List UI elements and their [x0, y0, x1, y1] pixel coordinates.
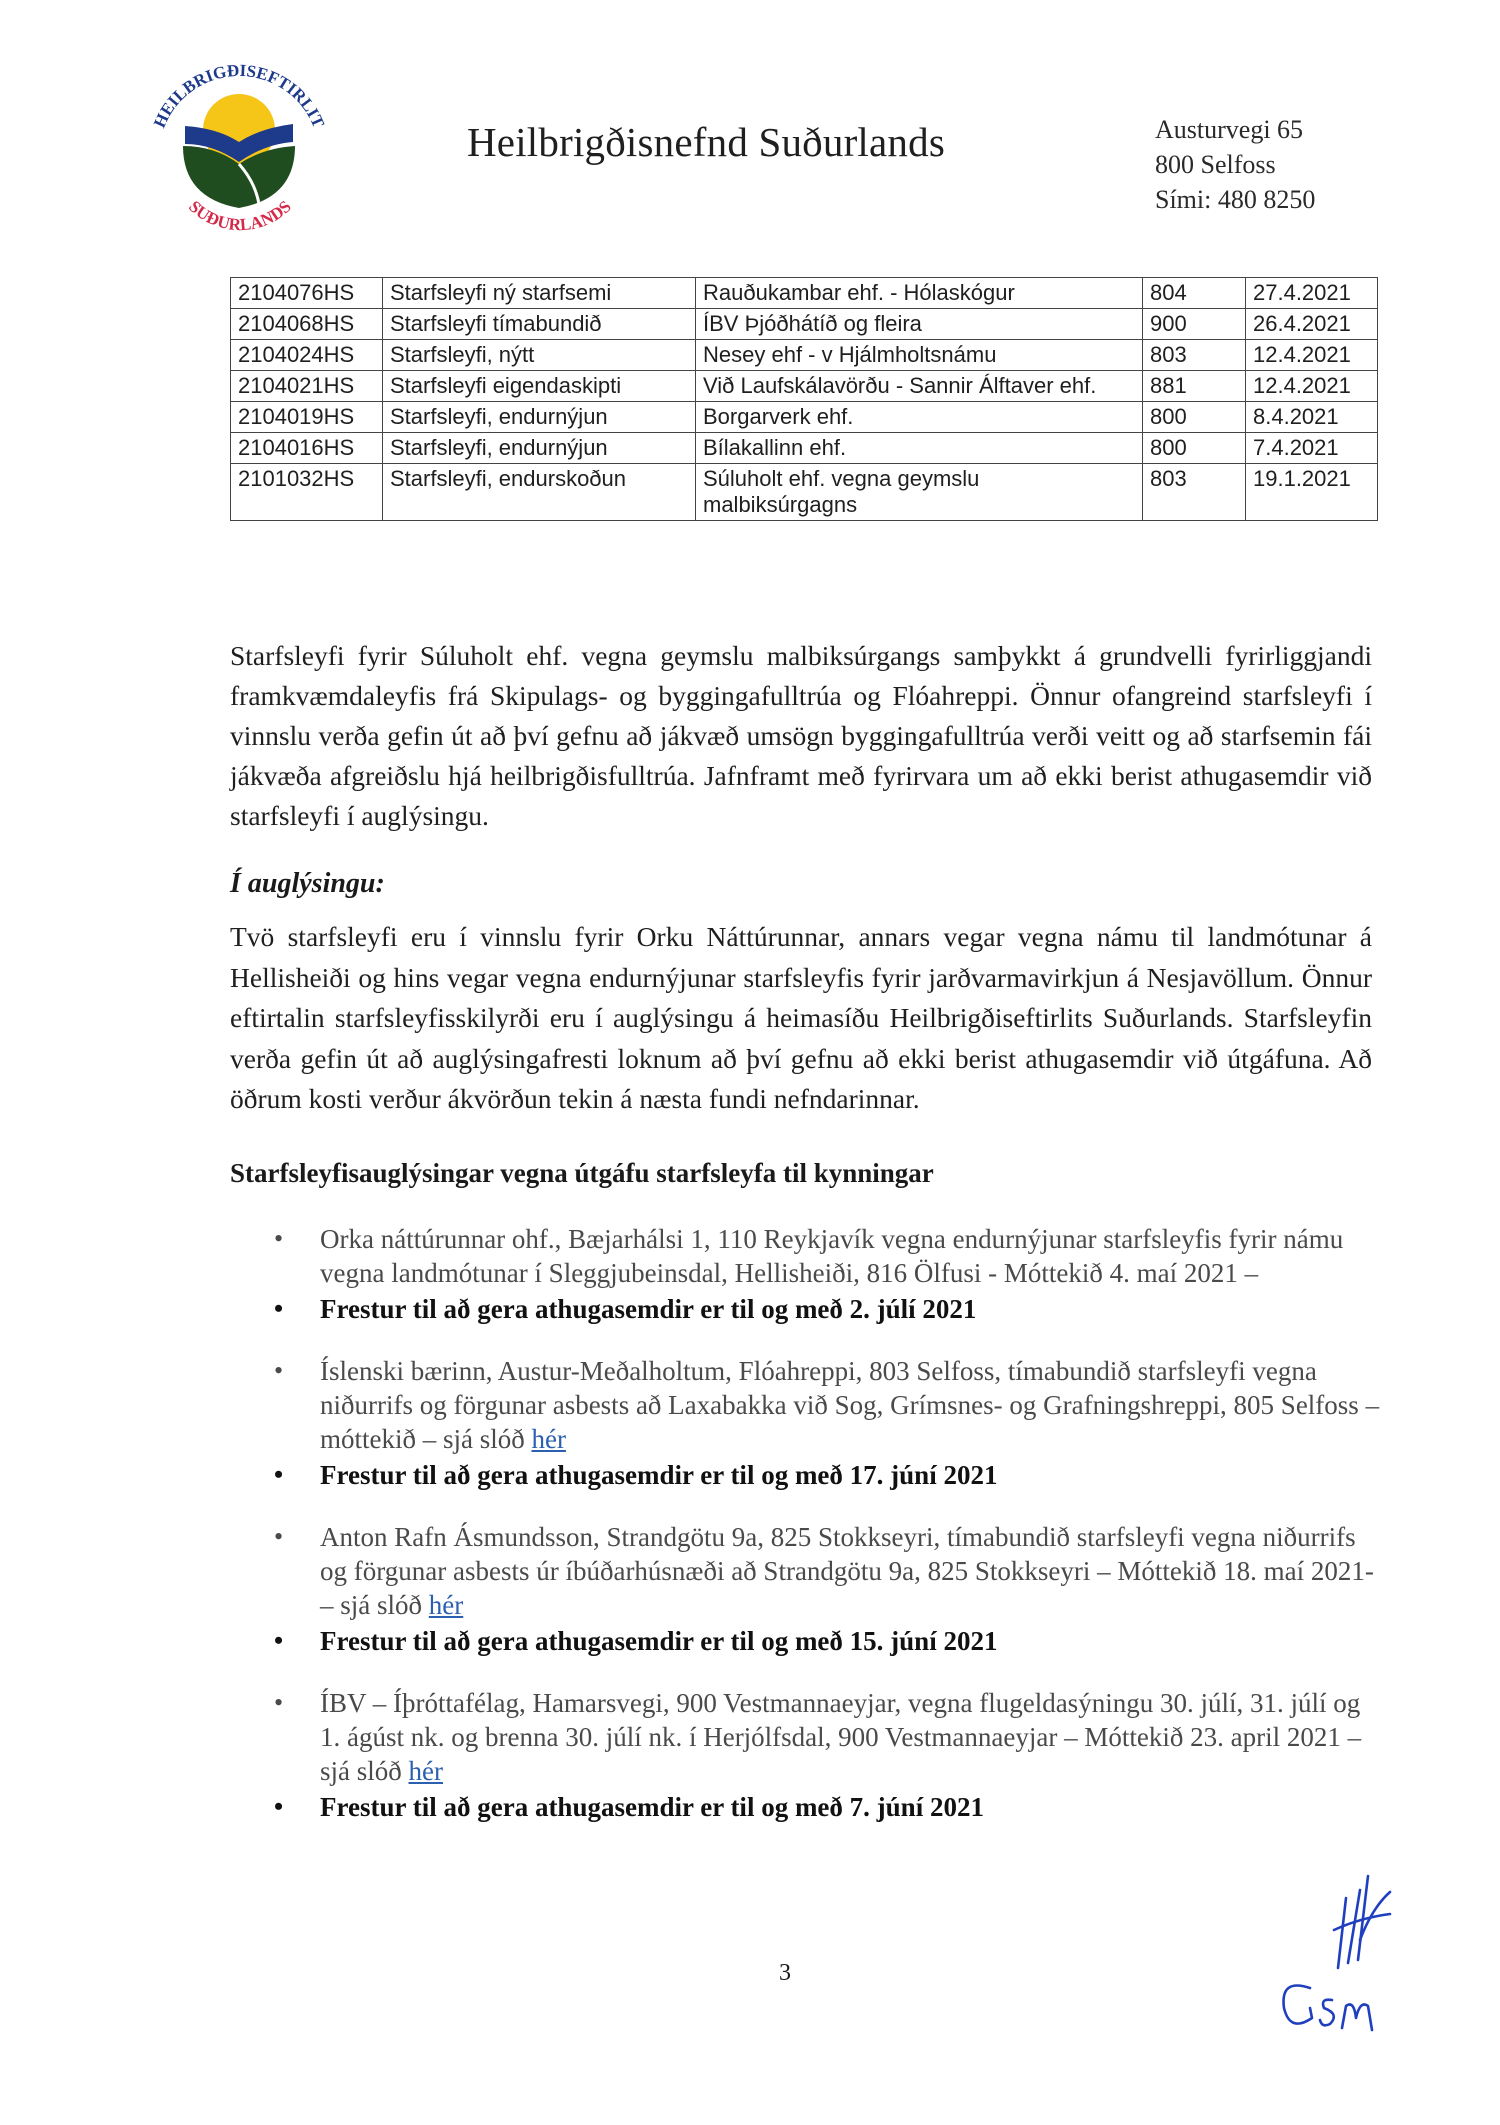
cell-permit-id: 2104076HS — [231, 278, 383, 309]
advertisement-item — [230, 1222, 1380, 1326]
cell-postcode: 804 — [1143, 278, 1246, 309]
approval-paragraph: Starfsleyfi fyrir Súluholt ehf. vegna geymslu malbiksúrgangs samþykkt á grundvelli fyrirliggjandi framkvæmdaleyfis frá Skipulags- og byggingafulltrúa og Flóahreppi. Önnur ofangreind starfsleyfi í vinnslu verða gefin út að því gefnu að jákvæð umsögn byggingafulltrúa verði veitt og að starfsemin fái jákvæða afgreiðslu hjá heilbrigðisfulltrúa. Jafnframt með fyrirvara um að ekki berist athugasemdir við starfsleyfi í auglýsingu. — [230, 640, 1372, 831]
cell-permit-id: 2101032HS — [231, 464, 383, 521]
handwritten-initials — [1250, 1868, 1440, 2048]
bullet-icon: • — [274, 1294, 284, 1323]
cell-permit-type: Starfsleyfi, nýtt — [383, 340, 696, 371]
deadline-text: Frestur til að gera athugasemdir er til og með 2. júlí 2021 — [320, 1294, 977, 1324]
cell-party: ÍBV Þjóðhátíð og fleira — [696, 309, 1143, 340]
cell-party: Súluholt ehf. vegna geymslu malbiksúrgagns — [696, 464, 1143, 521]
advertisement-item — [230, 1686, 1380, 1824]
cell-date: 8.4.2021 — [1246, 402, 1378, 433]
table-row — [231, 371, 1378, 402]
bullet-icon: • — [274, 1522, 284, 1551]
cell-permit-type: Starfsleyfi, endurnýjun — [383, 402, 696, 433]
advertisement-text: ÍBV – Íþróttafélag, Hamarsvegi, 900 Vestmannaeyjar, vegna flugeldasýningu 30. júlí, 31. júlí og 1. ágúst nk. og brenna 30. júlí nk. í Herjólfsdal, 900 Vestmannaeyjar – Móttekið 23. april 2021 – sjá slóð — [320, 1688, 1362, 1786]
cell-permit-id: 2104021HS — [231, 371, 383, 402]
table-row — [231, 464, 1378, 521]
organization-title: Heilbrigðisnefnd Suðurlands — [467, 119, 945, 165]
bullet-icon: • — [274, 1224, 284, 1253]
cell-date: 19.1.2021 — [1246, 464, 1378, 521]
cell-party: Nesey ehf - v Hjálmholtsnámu — [696, 340, 1143, 371]
logo-ring-top-text: HEILBRIGÐISEFTIRLIT — [149, 60, 329, 131]
logo-emblem-icon — [137, 58, 342, 233]
advertisements-list — [230, 1222, 1380, 1852]
permits-table — [230, 277, 1378, 521]
advertisement-text: Anton Rafn Ásmundsson, Strandgötu 9a, 825 Stokkseyri, tímabundið starfsleyfi vegna niðurrifs og förgunar asbests úr íbúðarhúsnæði að Strandgötu 9a, 825 Stokkseyri – Móttekið 18. maí 2021- – sjá slóð — [320, 1522, 1374, 1620]
comment-deadline — [230, 1458, 1380, 1492]
advertisement-description — [230, 1222, 1380, 1290]
comment-deadline — [230, 1292, 1380, 1326]
bullet-icon: • — [274, 1626, 284, 1655]
cell-postcode: 881 — [1143, 371, 1246, 402]
table-row — [231, 433, 1378, 464]
bullet-icon: • — [274, 1792, 284, 1821]
advertisement-description — [230, 1686, 1380, 1788]
advertised-paragraph: Tvö starfsleyfi eru í vinnslu fyrir Orku Náttúrunnar, annars vegar vegna námu til landmótunar á Hellisheiði og hins vegar vegna endurnýjunar starfsleyfis fyrir jarðvarmavirkjun á Nesjavöllum. Önnur eftirtalin starfsleyfisskilyrði eru í auglýsingu á heimasíðu Heilbrigðiseftirlits Suðurlands. Starfsleyfin verða gefin út að auglýsingafresti loknum að því gefnu að ekki berist athugasemdir við útgáfuna. Að öðrum kosti verður ákvörðun tekin á næsta fundi nefndarinnar. — [230, 921, 1372, 1114]
advertisement-item — [230, 1354, 1380, 1492]
cell-postcode: 800 — [1143, 402, 1246, 433]
deadline-text: Frestur til að gera athugasemdir er til og með 17. júní 2021 — [320, 1460, 998, 1490]
logo-ring-bottom-text: SUÐURLANDS — [185, 196, 295, 233]
deadline-text: Frestur til að gera athugasemdir er til og með 15. júní 2021 — [320, 1626, 998, 1656]
cell-postcode: 900 — [1143, 309, 1246, 340]
cell-date: 7.4.2021 — [1246, 433, 1378, 464]
cell-party: Við Laufskálavörðu - Sannir Álftaver ehf. — [696, 371, 1143, 402]
cell-postcode: 803 — [1143, 464, 1246, 521]
cell-permit-id: 2104024HS — [231, 340, 383, 371]
cell-date: 12.4.2021 — [1246, 371, 1378, 402]
table-row — [231, 340, 1378, 371]
cell-date: 27.4.2021 — [1246, 278, 1378, 309]
bullet-icon: • — [274, 1356, 284, 1385]
cell-party: Bílakallinn ehf. — [696, 433, 1143, 464]
cell-postcode: 800 — [1143, 433, 1246, 464]
advertisement-description — [230, 1354, 1380, 1456]
cell-party: Borgarverk ehf. — [696, 402, 1143, 433]
cell-permit-id: 2104019HS — [231, 402, 383, 433]
advertised-heading: Í auglýsingu: — [230, 868, 385, 899]
bullet-icon: • — [274, 1688, 284, 1717]
organization-logo — [137, 58, 342, 233]
address-city: 800 Selfoss — [1155, 150, 1276, 179]
advertisement-link[interactable]: hér — [531, 1424, 566, 1454]
advertisement-text: Íslenski bærinn, Austur-Meðalholtum, Flóahreppi, 803 Selfoss, tímabundið starfsleyfi vegna niðurrifs og förgunar asbests að Laxabakka við Sog, Grímsnes- og Grafningshreppi, 805 Selfoss – móttekið – sjá slóð — [320, 1356, 1380, 1454]
deadline-text: Frestur til að gera athugasemdir er til og með 7. júní 2021 — [320, 1792, 984, 1822]
cell-permit-id: 2104016HS — [231, 433, 383, 464]
cell-permit-id: 2104068HS — [231, 309, 383, 340]
cell-date: 26.4.2021 — [1246, 309, 1378, 340]
cell-permit-type: Starfsleyfi tímabundið — [383, 309, 696, 340]
advertisement-text: Orka náttúrunnar ohf., Bæjarhálsi 1, 110 Reykjavík vegna endurnýjunar starfsleyfis fyrir námu vegna landmótunar í Sleggjubeinsdal, Hellisheiði, 816 Ölfusi - Móttekið 4. maí 2021 – — [320, 1224, 1344, 1288]
table-row — [231, 402, 1378, 433]
advertisement-item — [230, 1520, 1380, 1658]
cell-postcode: 803 — [1143, 340, 1246, 371]
bullet-icon: • — [274, 1460, 284, 1489]
address-phone: Sími: 480 8250 — [1155, 185, 1316, 214]
cell-permit-type: Starfsleyfi ný starfsemi — [383, 278, 696, 309]
cell-date: 12.4.2021 — [1246, 340, 1378, 371]
organization-address — [1155, 112, 1315, 217]
comment-deadline — [230, 1624, 1380, 1658]
table-row — [231, 309, 1378, 340]
cell-party: Rauðukambar ehf. - Hólaskógur — [696, 278, 1143, 309]
page-number: 3 — [779, 1960, 791, 1986]
table-row — [231, 278, 1378, 309]
advertisement-description — [230, 1520, 1380, 1622]
address-street: Austurvegi 65 — [1155, 115, 1304, 144]
advertisement-link[interactable]: hér — [428, 1590, 464, 1620]
advertisement-link[interactable]: hér — [408, 1756, 443, 1786]
cell-permit-type: Starfsleyfi, endurskoðun — [383, 464, 696, 521]
cell-permit-type: Starfsleyfi, endurnýjun — [383, 433, 696, 464]
comment-deadline — [230, 1790, 1380, 1824]
advertisements-heading: Starfsleyfisauglýsingar vegna útgáfu starfsleyfa til kynningar — [230, 1158, 934, 1188]
signature-icon — [1250, 1868, 1440, 2048]
cell-permit-type: Starfsleyfi eigendaskipti — [383, 371, 696, 402]
